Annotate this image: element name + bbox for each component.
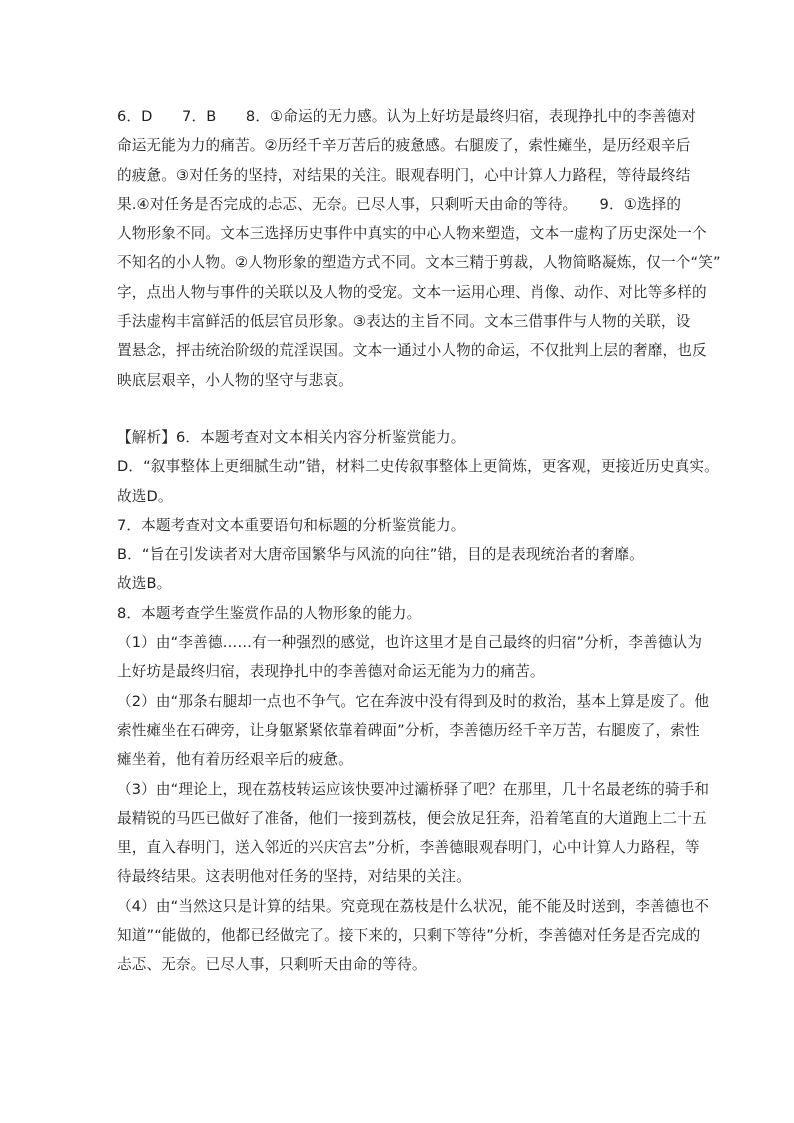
answer-line: 不知名的小人物。②人物形象的塑造方式不同。文本三精于剪裁，人物简略凝炼，仅一个“笑”: [117, 254, 721, 272]
analysis-line: （4）由“当然这只是计算的结果。究竟现在荔枝是什么状况，能不能及时送到，李善德也不: [117, 897, 710, 915]
document-page: [117, 102, 721, 980]
answer-line: 人物形象不同。文本三选择历史事件中真实的中心人物来塑造，文本一虚构了历史深处一个: [117, 225, 707, 243]
analysis-line: 【解析】6．本题考查对文本相关内容分析鉴赏能力。: [117, 428, 466, 446]
analysis-line: （1）由“李善德……有一种强烈的感觉，也许这里才是自己最终的归宿”分析，李善德认为: [117, 634, 703, 652]
analysis-line: 待最终结果。这表明他对任务的坚持，对结果的关注。: [117, 868, 471, 886]
analysis-line: 8．本题考查学生鉴赏作品的人物形象的能力。: [117, 604, 422, 622]
analysis-line: 故选B。: [117, 575, 172, 593]
answer-line: 映底层艰辛，小人物的坚守与悲哀。: [117, 371, 353, 389]
answer-line: 命运无能为力的痛苦。②历经千辛万苦后的疲惫感。右腿废了，索性瘫坐，是历经艰辛后: [117, 137, 691, 155]
answer-line: 置悬念，抨击统治阶级的荒淫误国。文本一通过小人物的命运，不仅批判上层的奢靡，也反: [117, 342, 707, 360]
analysis-line: （3）由“理论上，现在荔枝转运应该快要冲过灞桥驿了吧？在那里，几十名最老练的骑手和: [117, 780, 710, 798]
analysis-block: [117, 423, 719, 980]
answer-line: 手法虚构丰富鲜活的低层官员形象。③表达的主旨不同。文本三借事件与人物的关联，设: [117, 313, 691, 331]
analysis-line: 瘫坐着，他有着历经艰辛后的疲惫。: [117, 751, 353, 769]
answer-line: 的疲惫。③对任务的坚持，对结果的关注。眼观春明门，心中计算人力路程，等待最终结: [117, 166, 691, 184]
analysis-line: B．“旨在引发读者对大唐帝国繁华与风流的向往”错，目的是表现统治者的奢靡。: [117, 546, 644, 564]
analysis-line: 7．本题考查对文本重要语句和标题的分析鉴赏能力。: [117, 516, 466, 534]
answer-line: 字，点出人物与事件的关联以及人物的受宠。文本一运用心理、肖像、动作、对比等多样的: [117, 283, 707, 301]
analysis-line: 忐忑、无奈。已尽人事，只剩听天由命的等待。: [117, 956, 427, 974]
analysis-line: 最精锐的马匹已做好了准备，他们一接到荔枝，便会放足狂奔，沿着笔直的大道跑上二十五: [117, 809, 707, 827]
analysis-line: D．“叙事整体上更细腻生动”错，材料二史传叙事整体上更简炼，更客观，更接近历史真实。: [117, 458, 719, 476]
section-gap: [117, 395, 677, 423]
answer-line: 果.④对任务是否完成的忐忑、无奈。已尽人事，只剩听天由命的等待。 9．①选择的: [117, 195, 682, 213]
analysis-line: 里，直入春明门，送入邻近的兴庆宫去”分析，李善德眼观春明门，心中计算人力路程，等: [117, 839, 700, 857]
answer-block: [117, 102, 721, 395]
analysis-line: 索性瘫坐在石碑旁，让身躯紧紧依靠着碑面”分析，李善德历经千辛万苦，右腿废了，索性: [117, 721, 700, 739]
analysis-line: 上好坊是最终归宿，表现挣扎中的李善德对命运无能为力的痛苦。: [117, 663, 545, 681]
analysis-line: （2）由“那条右腿却一点也不争气。它在奔波中没有得到及时的救治，基本上算是废了。他: [117, 692, 710, 710]
answer-line: 6．D 7．B 8．①命运的无力感。认为上好坊是最终归宿，表现挣扎中的李善德对: [117, 108, 697, 125]
analysis-line: 故选D。: [117, 487, 173, 505]
analysis-line: 知道”“能做的，他都已经做完了。接下来的，只剩下等待”分析，李善德对任务是否完成的: [117, 927, 701, 945]
